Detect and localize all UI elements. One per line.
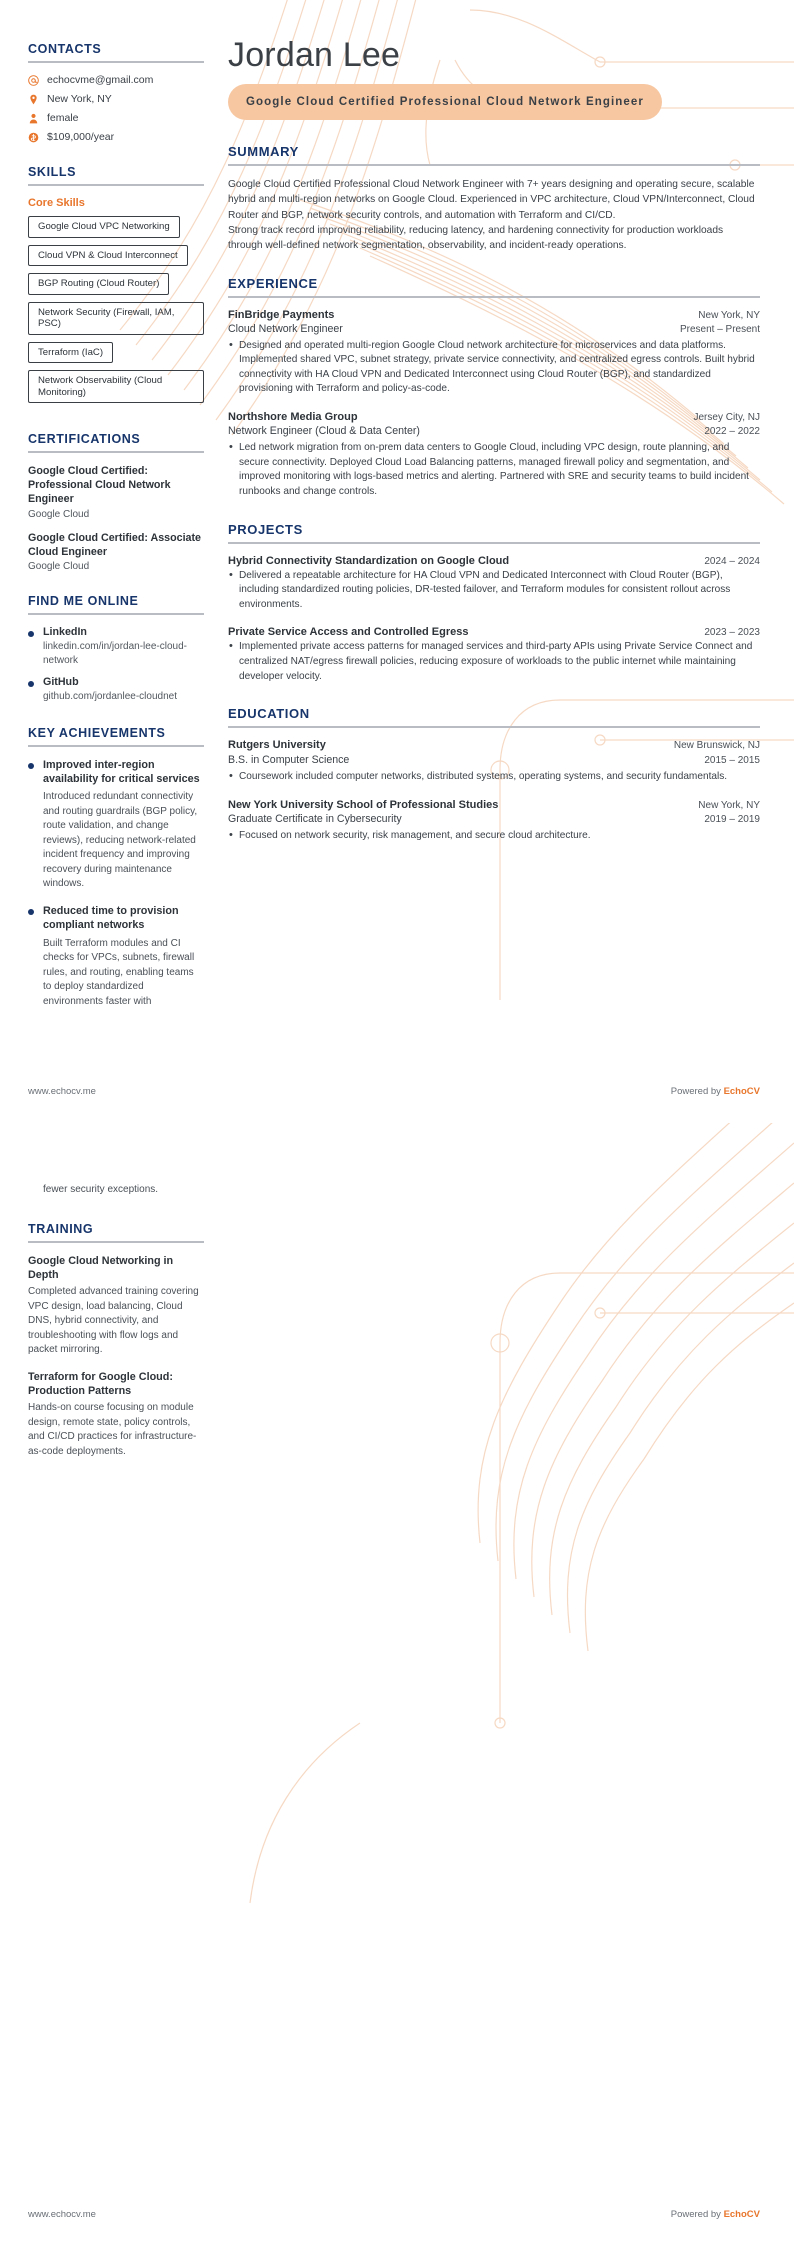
footer-branding [671,1086,760,1097]
summary-section [228,144,760,253]
education-bullets [228,770,760,785]
training-item-description: Completed advanced training covering VPC design, load balancing, Cloud DNS, hybrid connectivity, and troubleshooting with flow logs and packet mirroring. [28,1286,199,1356]
experience-role: Cloud Network Engineer [228,322,343,335]
skill-chip: Network Observability (Cloud Monitoring) [28,370,204,403]
certification-item [28,464,204,520]
project-dates: 2024 – 2024 [704,555,760,567]
project-bullet: • Implemented private access patterns for managed services and third-party APIs using Private Service Connect and centralized NAT/egress firewall policies, reducing exposure of workloads to the public internet while maintaining developer velocity. [228,640,760,684]
achievement-title: Reduced time to provision compliant networks [43,904,179,932]
skill-chip: Google Cloud VPC Networking [28,216,180,238]
experience-bullets [228,339,760,398]
location-pin-icon [28,94,39,105]
education-school: New York University School of Professional Studies [228,798,499,811]
footer-brand-name: EchoCV [723,1086,760,1097]
contact-location-value: New York, NY [47,93,112,105]
training-item-title: Terraform for Google Cloud: Production Patterns [28,1370,173,1398]
education-section [228,706,760,843]
section-divider [28,1241,204,1243]
certification-issuer: Google Cloud [28,561,90,573]
skills-title: SKILLS [28,165,77,179]
education-location: New Brunswick, NJ [673,740,760,752]
training-item-title: Google Cloud Networking in Depth [28,1254,174,1281]
experience-company: Northshore Media Group [228,411,358,424]
section-divider [228,726,760,728]
contact-email[interactable] [28,74,204,86]
education-bullet: • Focused on network security, risk management, and secure cloud architecture. [228,829,760,844]
project-bullets [228,640,760,684]
training-item [28,1370,204,1460]
project-bullet: • Delivered a repeatable architecture for HA Cloud VPN and Dedicated Interconnect with Cloud Router (BGP), including standardized routing policies, DR-tested failover, and Terraform modules for consistent rollout across environments. [228,569,760,613]
contact-salary [28,131,204,143]
skills-chip-list [28,216,204,410]
section-divider [228,296,760,298]
education-entry [228,739,760,785]
bullet-icon [28,909,34,915]
achievement-item [28,904,204,1009]
skill-chip: Network Security (Firewall, IAM, PSC) [28,302,204,335]
contact-location [28,93,204,105]
experience-bullets [228,441,760,500]
contacts-title: CONTACTS [28,42,102,56]
achievement-description: Built Terraform modules and CI checks for VPCs, subnets, firewall rules, and routing, enabling teams to deploy standardized environments faster with [43,937,195,1007]
skills-group-label: Core Skills [28,197,85,209]
achievement-description-continued: fewer security exceptions. [43,1184,159,1195]
online-profile-url[interactable]: github.com/jordanlee-cloudnet [43,691,177,703]
sidebar-continued [0,1141,218,1481]
footer-branding [671,2209,760,2220]
education-entry [228,799,760,844]
summary-paragraph: Strong track record improving reliability, reducing latency, and hardening connectivity for production workloads through well-defined network segmentation, observability, and incident-ready operations. [228,224,724,252]
main-column-continued [218,1141,794,1179]
section-divider [228,164,760,166]
project-entry [228,555,760,613]
online-profile-label: GitHub [43,676,79,689]
training-item [28,1254,204,1358]
contacts-section [28,42,204,143]
page-footer [28,1086,760,1097]
sidebar [0,0,218,1031]
bullet-icon [28,681,34,687]
contact-salary-value: $109,000/year [47,131,115,143]
bullet-icon [28,631,34,637]
education-bullets [228,829,760,844]
experience-location: New York, NY [698,309,760,321]
skill-chip: Cloud VPN & Cloud Interconnect [28,245,188,267]
training-section [28,1222,204,1460]
experience-location: Jersey City, NJ [693,412,760,424]
section-divider [228,542,760,544]
project-name: Hybrid Connectivity Standardization on Google Cloud [228,554,510,567]
experience-role: Network Engineer (Cloud & Data Center) [228,425,420,438]
experience-company: FinBridge Payments [228,308,335,321]
education-title: EDUCATION [228,706,310,722]
footer-powered-label: Powered by [670,1086,724,1097]
projects-title: PROJECTS [228,521,303,537]
section-divider [28,451,204,453]
person-icon [28,113,39,124]
main-column [218,0,794,866]
online-profile-github[interactable] [28,676,204,704]
email-icon [28,75,39,86]
education-school: Rutgers University [228,739,326,752]
experience-dates: Present – Present [679,323,760,335]
summary-title: SUMMARY [228,144,299,160]
education-location: New York, NY [698,799,760,811]
project-entry [228,626,760,684]
professional-headline-badge: Google Cloud Certified Professional Cloud Network Engineer [228,84,662,120]
online-profile-label: LinkedIn [43,626,87,639]
experience-bullet: • Designed and operated multi-region Google Cloud network architecture for microservices and data platforms. Implemented shared VPC, subnet strategy, private service connectivity, and centralized egress controls. Built hybrid connectivity with HA Cloud VPN and Dedicated Interconnect using Cloud Router (BGP), and standardized provisioning with Terraform and policy-as-code. [228,339,760,398]
section-divider [28,745,204,747]
project-bullets [228,569,760,613]
contact-gender [28,112,204,124]
summary-paragraph: Google Cloud Certified Professional Cloud Network Engineer with 7+ years designing and operating secure, scalable hybrid and multi-region networks on Google Cloud. Experienced in VPC architecture, Cloud VPN/Interconnect, Cloud Router and BGP, network security controls, and automation with Terraform and CI/CD. [228,179,755,221]
salary-coin-icon [28,132,39,143]
certifications-section [28,432,204,572]
skill-chip: BGP Routing (Cloud Router) [28,273,169,295]
experience-bullet: • Led network migration from on-prem data centers to Google Cloud, including VPC design, route planning, and secure connectivity. Deployed Cloud Load Balancing patterns, managed firewall policy and segmentation, and improved monitoring with logs-based metrics and alerting. Partnered with SRE and security teams to build incident runbooks and change controls. [228,441,760,500]
skill-chip: Terraform (IaC) [28,342,113,364]
certifications-title: CERTIFICATIONS [28,432,141,446]
resume-page-2 [0,1123,794,2246]
training-item-description: Hands-on course focusing on module design, remote state, policy controls, and CI/CD practices for infrastructure-as-code deployments. [28,1402,197,1457]
experience-title: EXPERIENCE [228,275,318,291]
page-footer [28,2209,760,2220]
education-bullet: • Coursework included computer networks, distributed systems, operating systems, and security fundamentals. [228,770,760,785]
section-divider [28,613,204,615]
footer-brand-name: EchoCV [723,2209,760,2220]
online-profile-linkedin[interactable] [28,626,204,667]
experience-entry [228,309,760,398]
education-degree: Graduate Certificate in Cybersecurity [228,812,402,825]
achievement-item [28,758,204,892]
education-degree: B.S. in Computer Science [228,754,350,767]
online-profile-url[interactable]: linkedin.com/in/jordan-lee-cloud-network [43,641,187,666]
certification-issuer: Google Cloud [28,508,90,520]
training-title: TRAINING [28,1221,94,1236]
section-divider [28,184,204,186]
project-name: Private Service Access and Controlled Egress [228,626,469,639]
key-achievements-title: KEY ACHIEVEMENTS [28,725,166,740]
education-dates: 2019 – 2019 [704,813,760,825]
certification-item [28,531,204,572]
certification-name: Google Cloud Certified: Professional Cloud Network Engineer [28,465,171,506]
project-dates: 2023 – 2023 [704,627,760,639]
achievement-title: Improved inter-region availability for critical services [43,758,200,786]
contact-gender-value: female [47,112,79,124]
bullet-icon [28,763,34,769]
contact-email-value: echocvme@gmail.com [47,74,154,86]
achievement-description: Introduced redundant connectivity and routing guardrails (BGP policy, route validation, and change reviews), reducing network-related incident frequency and improving recovery during maintenance windows. [43,791,198,890]
projects-section [228,522,760,685]
footer-powered-label: Powered by [670,2209,724,2220]
skills-section [28,165,204,410]
find-me-online-title: FIND ME ONLINE [28,594,139,609]
experience-section [228,276,760,500]
certification-name: Google Cloud Certified: Associate Cloud Engineer [28,531,201,558]
key-achievements-section [28,726,204,1009]
experience-entry [228,411,760,500]
find-me-online-section [28,594,204,704]
page-title: Jordan Lee [228,36,401,74]
experience-dates: 2022 – 2022 [704,426,760,438]
education-dates: 2015 – 2015 [704,755,760,767]
footer-website[interactable]: www.echocv.me [28,1086,96,1097]
footer-website[interactable]: www.echocv.me [28,2209,96,2220]
section-divider [28,61,204,63]
